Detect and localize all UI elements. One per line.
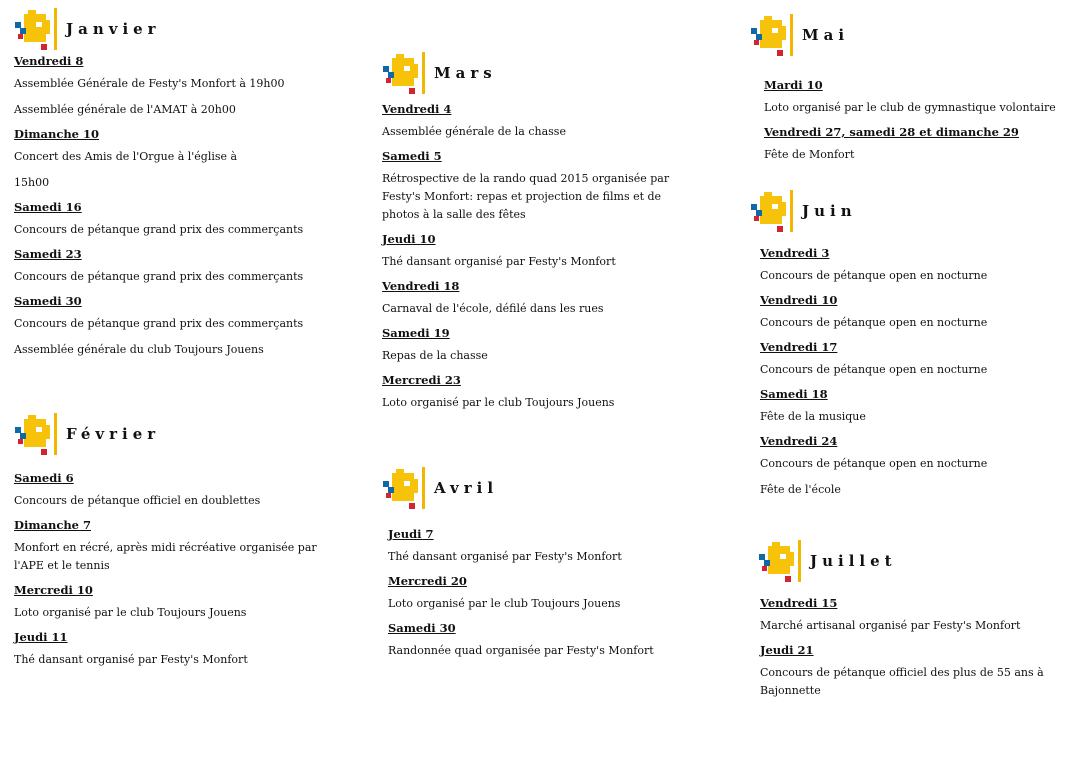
event-line: Concours de pétanque grand prix des commerçants <box>14 270 304 283</box>
event-day: Mercredi 20 <box>388 574 467 588</box>
month-title: Mai <box>802 26 850 44</box>
event <box>382 149 682 224</box>
month-fevrier <box>14 413 329 677</box>
event <box>760 340 1070 379</box>
month-avril <box>382 467 682 668</box>
month-header <box>382 52 682 92</box>
event-line: Assemblée Générale de Festy's Monfort à 19h00 <box>14 77 285 90</box>
event <box>760 387 1070 426</box>
event-line: Concours de pétanque open en nocturne <box>760 363 988 376</box>
event-line: Carnaval de l'école, défilé dans les rues <box>382 302 604 315</box>
event <box>14 294 334 359</box>
event-line: Concours de pétanque officiel en doublettes <box>14 494 261 507</box>
event-line: Concours de pétanque open en nocturne <box>760 269 988 282</box>
event-day: Mardi 10 <box>764 78 823 92</box>
event-line: Loto organisé par le club Toujours Jouens <box>14 606 247 619</box>
event <box>382 232 682 271</box>
event <box>14 583 329 622</box>
pixel-logo-icon <box>14 413 58 457</box>
event-day: Vendredi 10 <box>760 293 838 307</box>
event-line: Repas de la chasse <box>382 349 488 362</box>
event-line: Loto organisé par le club Toujours Jouens <box>388 597 621 610</box>
event-line: Concours de pétanque open en nocturne <box>760 316 988 329</box>
event-day: Vendredi 8 <box>14 54 84 68</box>
event-line: Monfort en récré, après midi récréative organisée par l'APE et le tennis <box>14 541 317 572</box>
event-day: Vendredi 3 <box>760 246 830 260</box>
month-mars <box>382 52 682 420</box>
event-line: Assemblée générale du club Toujours Jouens <box>14 343 264 356</box>
month-mai <box>750 14 1070 172</box>
month-header <box>758 540 1068 580</box>
event-day: Vendredi 4 <box>382 102 452 116</box>
event-line: Concours de pétanque grand prix des commerçants <box>14 223 304 236</box>
event-line: Assemblée générale de l'AMAT à 20h00 <box>14 103 236 116</box>
event-day: Jeudi 21 <box>760 643 814 657</box>
event-day: Vendredi 24 <box>760 434 838 448</box>
event-day: Samedi 23 <box>14 247 82 261</box>
month-header <box>750 14 1070 54</box>
event-line: Marché artisanal organisé par Festy's Monfort <box>760 619 1021 632</box>
event-line: Concours de pétanque open en nocturne <box>760 457 988 470</box>
event <box>14 127 334 192</box>
event-day: Dimanche 10 <box>14 127 100 141</box>
month-juin <box>750 190 1070 507</box>
event-day: Jeudi 11 <box>14 630 68 644</box>
event-day: Vendredi 18 <box>382 279 460 293</box>
event <box>760 293 1070 332</box>
month-header <box>750 190 1070 230</box>
event-day: Mercredi 10 <box>14 583 93 597</box>
event-line: Thé dansant organisé par Festy's Monfort <box>388 550 622 563</box>
event-day: Samedi 18 <box>760 387 828 401</box>
event-line: Fête de la musique <box>760 410 866 423</box>
event <box>760 643 1068 700</box>
event <box>760 434 1070 499</box>
event-day: Samedi 30 <box>388 621 456 635</box>
event <box>14 200 334 239</box>
event-line: Randonnée quad organisée par Festy's Monfort <box>388 644 654 657</box>
event-day: Samedi 5 <box>382 149 442 163</box>
month-title: Juin <box>802 202 857 220</box>
pixel-logo-icon <box>14 8 58 52</box>
month-title: Avril <box>434 479 499 497</box>
event <box>764 125 1070 164</box>
event-line: Rétrospective de la rando quad 2015 organisée par Festy's Monfort: repas et projection de films et de photos à la salle des fêtes <box>382 172 670 221</box>
event-line: Assemblée générale de la chasse <box>382 125 566 138</box>
month-janvier <box>14 8 334 367</box>
event-day: Jeudi 7 <box>388 527 434 541</box>
event <box>388 621 682 660</box>
event-day: Samedi 19 <box>382 326 450 340</box>
event-line: Concours de pétanque grand prix des commerçants <box>14 317 304 330</box>
event <box>388 527 682 566</box>
event <box>382 326 682 365</box>
pixel-logo-icon <box>758 540 802 584</box>
event-line: Loto organisé par le club Toujours Jouens <box>382 396 615 409</box>
event-day: Vendredi 15 <box>760 596 838 610</box>
event <box>760 596 1068 635</box>
month-title: Janvier <box>66 20 161 38</box>
event <box>388 574 682 613</box>
month-juillet <box>758 540 1068 708</box>
event <box>14 518 329 575</box>
event-line: Fête de Monfort <box>764 148 855 161</box>
event <box>382 102 682 141</box>
event-day: Jeudi 10 <box>382 232 436 246</box>
event-day: Vendredi 17 <box>760 340 838 354</box>
pixel-logo-icon <box>382 467 426 511</box>
pixel-logo-icon <box>750 190 794 234</box>
event <box>382 279 682 318</box>
event-day: Samedi 6 <box>14 471 74 485</box>
month-title: Mars <box>434 64 497 82</box>
event-day: Samedi 30 <box>14 294 82 308</box>
event-day: Samedi 16 <box>14 200 82 214</box>
event-day: Vendredi 27, samedi 28 et dimanche 29 <box>764 125 1019 139</box>
event-line: Concours de pétanque officiel des plus de 55 ans à Bajonnette <box>760 666 1044 697</box>
event <box>760 246 1070 285</box>
event <box>14 54 334 119</box>
event-line: Fête de l'école <box>760 483 841 496</box>
event-line: Concert des Amis de l'Orgue à l'église à <box>14 150 238 163</box>
event <box>764 78 1070 117</box>
month-header <box>382 467 682 507</box>
event-day: Dimanche 7 <box>14 518 92 532</box>
event <box>14 247 334 286</box>
pixel-logo-icon <box>382 52 426 96</box>
month-title: Février <box>66 425 161 443</box>
month-title: Juillet <box>810 552 897 570</box>
month-header <box>14 413 329 453</box>
event-line: Loto organisé par le club de gymnastique volontaire <box>764 101 1056 114</box>
event-line: Thé dansant organisé par Festy's Monfort <box>14 653 248 666</box>
event-line: 15h00 <box>14 176 50 189</box>
event <box>14 630 329 669</box>
event <box>14 471 329 510</box>
pixel-logo-icon <box>750 14 794 58</box>
month-header <box>14 8 334 48</box>
event-line: Thé dansant organisé par Festy's Monfort <box>382 255 616 268</box>
event <box>382 373 682 412</box>
event-day: Mercredi 23 <box>382 373 461 387</box>
